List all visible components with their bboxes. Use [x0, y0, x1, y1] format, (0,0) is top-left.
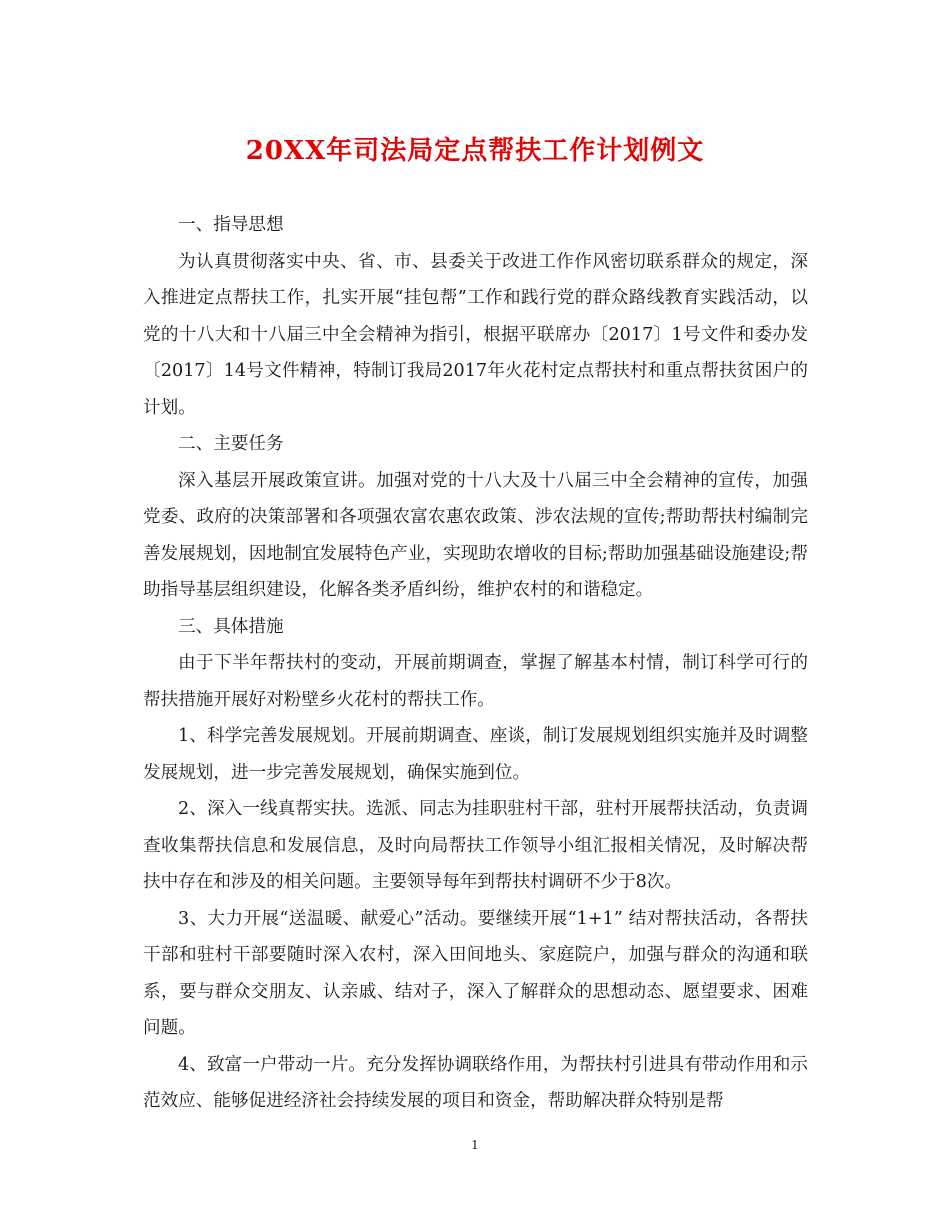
paragraph-main-tasks: 深入基层开展政策宣讲。加强对党的十八大及十八届三中全会精神的宣传，加强党委、政府的决策部署和各项强农富农惠农政策、涉农法规的宣传;帮助帮扶村编制完善发展规划，因地制宜发展特色产业，实现助农增收的目标;帮助加强基础设施建设;帮助指导基层组织建设，化解各类矛盾纠纷，维护农村的和谐稳定。	[143, 470, 808, 600]
paragraph-measure-3: 3、大力开展“送温暖、献爱心”活动。要继续开展“1+1” 结对帮扶活动，各帮扶干部和驻村干部要随时深入农村，深入田间地头、家庭院户，加强与群众的沟通和联系，要与群众交朋友、认亲戚、结对子，深入了解群众的思想动态、愿望要求、困难问题。	[143, 908, 808, 1038]
section-heading-specific-measures: 三、具体措施	[178, 616, 284, 637]
paragraph-measures-intro: 由于下半年帮扶村的变动，开展前期调查，掌握了解基本村情，制订科学可行的帮扶措施开展好对粉壁乡火花村的帮扶工作。	[143, 653, 808, 710]
paragraph-measure-1: 1、科学完善发展规划。开展前期调查、座谈，制订发展规划组织实施并及时调整发展规划，进一步完善发展规划，确保实施到位。	[143, 726, 808, 783]
paragraph-measure-2: 2、深入一线真帮实扶。选派、同志为挂职驻村干部，驻村开展帮扶活动，负责调查收集帮扶信息和发展信息，及时向局帮扶工作领导小组汇报相关情况，及时解决帮扶中存在和涉及的相关问题。主要领导每年到帮扶村调研不少于8次。	[143, 799, 808, 892]
section-heading-guiding-ideology: 一、指导思想	[178, 215, 284, 235]
page-number: 1	[471, 1138, 479, 1152]
section-heading-main-tasks: 二、主要任务	[178, 434, 284, 454]
paragraph-guiding-ideology: 为认真贯彻落实中央、省、市、县委关于改进工作作风密切联系群众的规定，深入推进定点帮扶工作，扎实开展“挂包帮”工作和践行党的群众路线教育实践活动，以党的十八大和十八届三中全会精神为指引，根据平联席办〔2017〕1号文件和委办发〔2017〕14号文件精神，特制订我局2017年火花村定点帮扶村和重点帮扶贫困户的计划。	[143, 251, 808, 418]
paragraph-measure-4: 4、致富一户带动一片。充分发挥协调联络作用，为帮扶村引进具有带动作用和示范效应、能够促进经济社会持续发展的项目和资金，帮助解决群众特别是帮	[143, 1054, 808, 1111]
document-body	[143, 207, 808, 1120]
document-title: 20XX年司法局定点帮扶工作计划例文	[245, 136, 705, 166]
